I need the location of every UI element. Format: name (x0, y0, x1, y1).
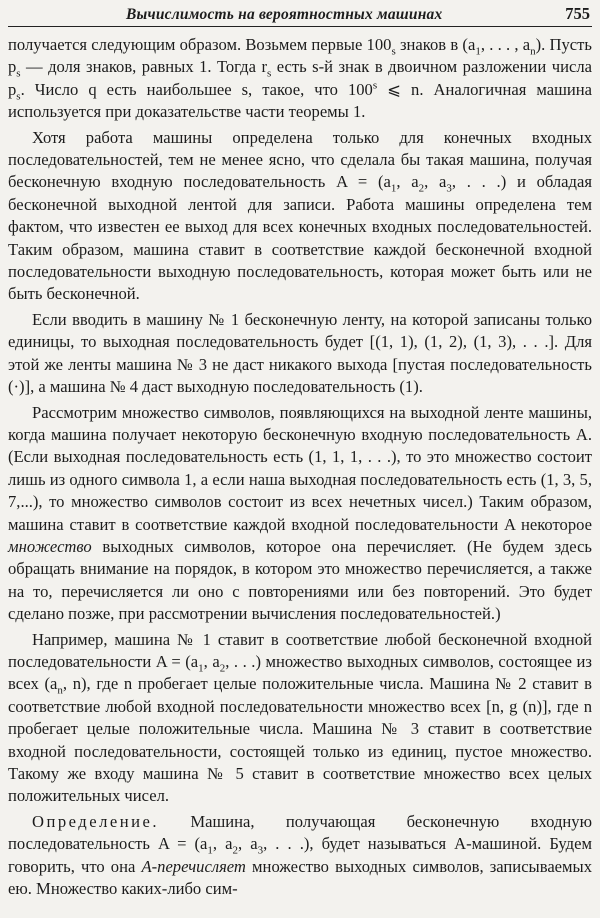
text-run: , n), где n пробегает целые положительные числа. Машина № 2 ставит в соответствие любой входной последовательности множество всех [n, g (n)], где n пробегает целые положительные числа. Машина № 3 ставит в соответствие входной последовательности, состоящей только из единиц, пустое множество. Такому же входу машина № 5 ставит в соответствие множество всех целых положительных чисел. (8, 674, 592, 806)
text-run: есть s-й знак в двоичном разложении числа p (8, 57, 592, 99)
subscript: 3 (257, 844, 264, 857)
text-run: , . . .), будет называться A-машиной. Будем говорить, что она (8, 834, 592, 876)
text-run: Например, машина № 1 ставит в соответствие любой бесконечной входной последовательности A = (a (8, 629, 592, 671)
text-run: , . . . , a (480, 35, 531, 54)
page-body (8, 34, 592, 900)
text-run: множество выходных символов, записываемых ею. Множество каких-либо сим- (8, 856, 592, 899)
subscript: s (16, 67, 21, 80)
subscript: 3 (446, 182, 452, 195)
paragraph (8, 629, 592, 808)
page-header (8, 0, 592, 27)
text-run: получается следующим образом. Возьмем первые 100 (8, 35, 392, 54)
emphasis: множество (8, 536, 92, 556)
text-run: , a (396, 172, 419, 192)
subscript: 1 (198, 662, 204, 675)
subscript: 2 (219, 662, 226, 675)
paragraph (8, 402, 592, 626)
paragraph (8, 127, 592, 306)
running-title: Вычислимость на вероятностных машинах (126, 6, 443, 23)
page-number: 755 (565, 4, 590, 23)
text-run: — доля знаков, равных 1. Тогда r (20, 57, 267, 77)
text-run: знаков в (a (395, 35, 476, 54)
text-run: . Число q есть наибольшее s, такое, что 100 (20, 79, 373, 99)
text-run: ⩽ n. Аналогичная машина используется при доказательстве части теоремы 1. (8, 79, 592, 122)
paragraph (8, 34, 592, 124)
subscript: 2 (232, 844, 238, 857)
subscript: n (530, 45, 536, 58)
spaced-term: Определение. (32, 811, 160, 831)
subscript: 1 (207, 844, 213, 857)
subscript: 1 (475, 45, 481, 58)
text-run: Рассмотрим множество символов, появляющихся на выходной ленте машины, когда машина получает некоторую бесконечную входную последовательность A. (Если выходная последовательность есть (1, 1, 1, . . .), то это множество состоит лишь из одного символа 1, а если наша выходная последовательность есть (1, 3, 5, 7,...), то множество символов состоит из всех нечетных чисел.) Таким образом, машина ставит в соответствие каждой входной последовательности A некоторое (8, 402, 592, 534)
subscript: 1 (390, 182, 397, 195)
text-run: ). Пусть p (8, 35, 592, 77)
superscript: s (372, 79, 378, 92)
text-run: , a (203, 651, 220, 671)
text-run: , a (212, 834, 233, 854)
paragraph (8, 811, 592, 901)
subscript: s (16, 90, 21, 103)
text-run: Если вводить в машину № 1 бесконечную ленту, на которой записаны только единицы, то выходная последовательность будет [(1, 1), (1, 2), (1, 3), . . .]. Для этой же ленты машина № 3 не даст никакого выхода [пустая последовательность (·)], а машина № 4 даст выходную последовательность (1). (8, 309, 592, 397)
text-run: , . . .) и обладая бесконечной выходной лентой для записи. Работа машины определена тем фактом, что известен ее выход для всех конечных входных последовательностей. Таким образом, машина ставит в соответствие каждой бесконечной входной последовательности выходную последовательность, которая может быть или не быть бесконечной. (8, 172, 592, 304)
text-run: , a (424, 172, 447, 192)
text-run: , a (238, 834, 258, 854)
subscript: 2 (418, 182, 425, 195)
subscript: s (391, 45, 396, 58)
text-run: , . . .) множество выходных символов, состоящее из всех (a (8, 651, 592, 694)
text-run: выходных символов, которое она перечисляет. (Не будем здесь обращать внимание на порядок, в котором это множество перечисляется, а также на то, перечисляется ли оно с повторениями или без повторений. Это будет сделано позже, при рассмотрении вычисления последовательностей.) (8, 536, 592, 624)
paragraph (8, 309, 592, 399)
subscript: s (266, 67, 272, 80)
text-run: Машина, получающая бесконечную входную последовательность A = (a (8, 811, 592, 854)
subscript: n (57, 684, 63, 697)
text-run: Хотя работа машины определена только для конечных входных последовательностей, тем не менее ясно, что сделала бы такая машина, получая бесконечную входную последовательность A = (a (8, 127, 592, 192)
emphasis: A-перечисляет (141, 856, 246, 876)
